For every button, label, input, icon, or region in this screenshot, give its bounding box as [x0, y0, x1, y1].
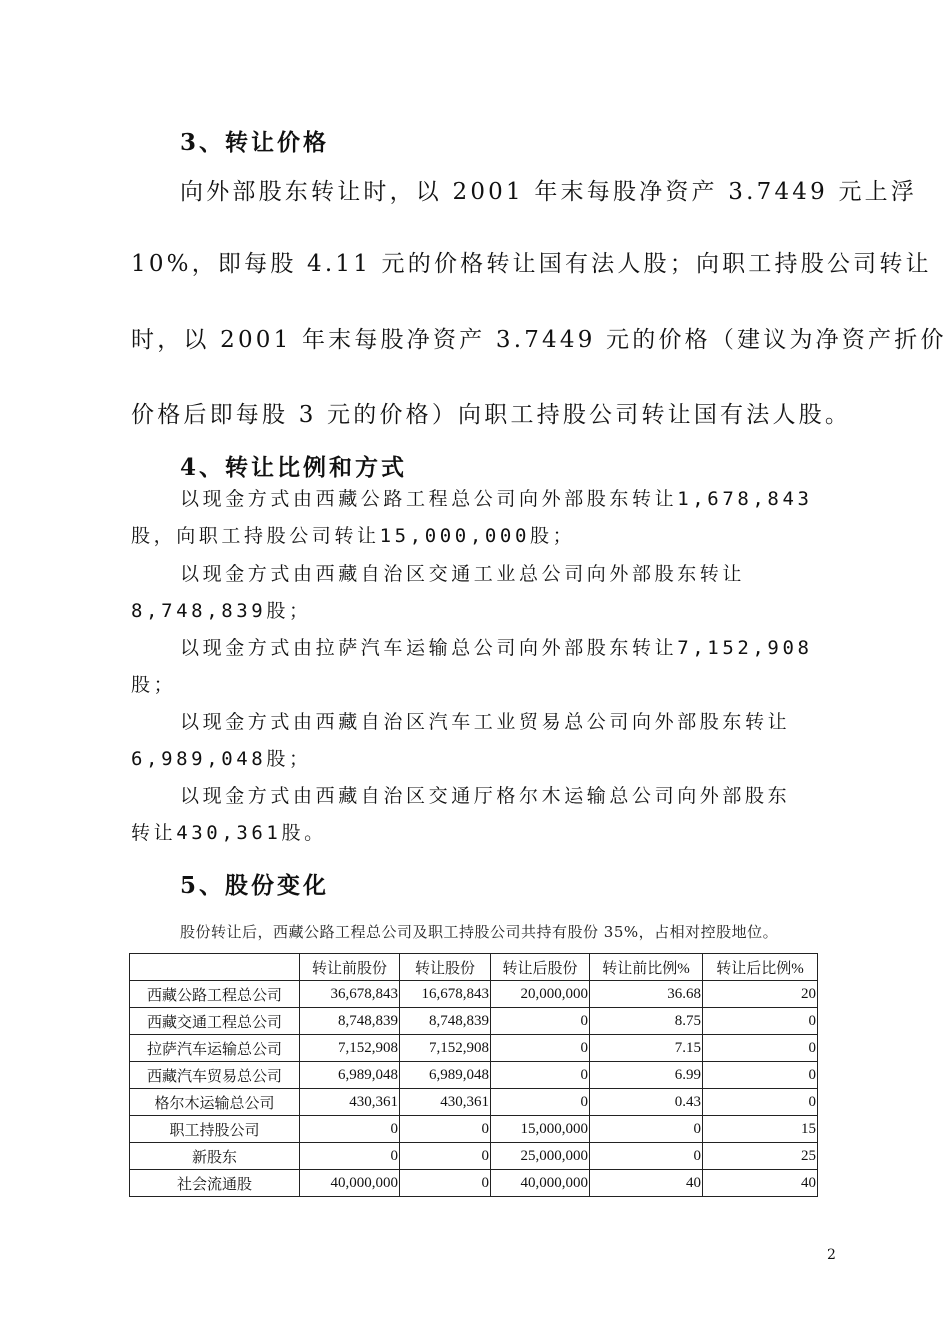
table-cell: 0	[400, 1143, 491, 1170]
table-cell: 6.99	[590, 1062, 703, 1089]
row-label: 社会流通股	[130, 1170, 300, 1197]
section-4-line-6: 股；	[131, 674, 177, 696]
table-cell: 0	[491, 1089, 590, 1116]
table-cell: 0	[703, 1089, 818, 1116]
header-cell: 转让前比例%	[590, 954, 703, 981]
row-label: 职工持股公司	[130, 1116, 300, 1143]
table-cell: 0.43	[590, 1089, 703, 1116]
table-cell: 0	[491, 1062, 590, 1089]
section-4-line-7: 以现金方式由西藏自治区汽车工业贸易总公司向外部股东转让	[180, 711, 791, 733]
row-label: 西藏公路工程总公司	[130, 981, 300, 1008]
section-4-line-5: 以现金方式由拉萨汽车运输总公司向外部股东转让7,152,908	[180, 637, 813, 659]
row-label: 新股东	[130, 1143, 300, 1170]
table-row	[130, 1062, 818, 1089]
table-cell: 15	[703, 1116, 818, 1143]
section-4-line-10: 转让430,361股。	[131, 822, 327, 844]
section-3-line-1: 向外部股东转让时，以 2001 年末每股净资产 3.7449 元上浮	[180, 179, 918, 205]
section-4-line-9: 以现金方式由西藏自治区交通厅格尔木运输总公司向外部股东	[180, 785, 791, 807]
row-label: 拉萨汽车运输总公司	[130, 1035, 300, 1062]
table-cell: 6,989,048	[400, 1062, 491, 1089]
table-cell: 25,000,000	[491, 1143, 590, 1170]
row-label: 西藏交通工程总公司	[130, 1008, 300, 1035]
table-cell: 40	[703, 1170, 818, 1197]
section-3-line-2: 10%，即每股 4.11 元的价格转让国有法人股；向职工持股公司转让	[131, 251, 932, 277]
table-cell: 8,748,839	[300, 1008, 400, 1035]
table-row	[130, 1170, 818, 1197]
section-3-line-3: 时，以 2001 年末每股净资产 3.7449 元的价格（建议为净资产折价	[131, 327, 947, 353]
header-cell: 转让后股份	[491, 954, 590, 981]
table-cell: 0	[703, 1062, 818, 1089]
table-row	[130, 1116, 818, 1143]
table-cell: 0	[300, 1116, 400, 1143]
section-4-line-8: 6,989,048股；	[131, 748, 312, 770]
table-cell: 0	[300, 1143, 400, 1170]
table-cell: 430,361	[300, 1089, 400, 1116]
row-label: 格尔木运输总公司	[130, 1089, 300, 1116]
table-cell: 25	[703, 1143, 818, 1170]
table-caption-note: 股份转让后，西藏公路工程总公司及职工持股公司共持有股份 35%，占相对控股地位。	[180, 923, 779, 941]
table-cell: 0	[590, 1143, 703, 1170]
table-cell: 0	[491, 1008, 590, 1035]
section-5-heading: 5、股份变化	[180, 872, 330, 899]
table-cell: 0	[703, 1008, 818, 1035]
table-cell: 0	[400, 1116, 491, 1143]
section-4-line-2: 股，向职工持股公司转让15,000,000股；	[131, 525, 576, 547]
table-cell: 0	[491, 1035, 590, 1062]
table-row	[130, 1089, 818, 1116]
section-3-line-4: 价格后即每股 3 元的价格）向职工持股公司转让国有法人股。	[131, 402, 852, 428]
section-4-heading: 4、转让比例和方式	[180, 454, 408, 481]
table-cell: 7.15	[590, 1035, 703, 1062]
page-number: 2	[827, 1247, 836, 1263]
header-cell	[130, 954, 300, 981]
table-cell: 0	[703, 1035, 818, 1062]
table-cell: 8.75	[590, 1008, 703, 1035]
table-cell: 0	[400, 1170, 491, 1197]
table-cell: 6,989,048	[300, 1062, 400, 1089]
table-cell: 7,152,908	[400, 1035, 491, 1062]
header-cell: 转让前股份	[300, 954, 400, 981]
table-cell: 15,000,000	[491, 1116, 590, 1143]
table-row	[130, 1143, 818, 1170]
table-cell: 36,678,843	[300, 981, 400, 1008]
table-cell: 8,748,839	[400, 1008, 491, 1035]
row-label: 西藏汽车贸易总公司	[130, 1062, 300, 1089]
header-cell: 转让股份	[400, 954, 491, 981]
table-cell: 16,678,843	[400, 981, 491, 1008]
table-cell: 0	[590, 1116, 703, 1143]
table-cell: 7,152,908	[300, 1035, 400, 1062]
table-row	[130, 981, 818, 1008]
section-4-line-4: 8,748,839股；	[131, 600, 312, 622]
section-3-heading: 3、转让价格	[180, 129, 330, 156]
table-cell: 40,000,000	[300, 1170, 400, 1197]
section-4-line-1: 以现金方式由西藏公路工程总公司向外部股东转让1,678,843	[180, 488, 813, 510]
table-cell: 20	[703, 981, 818, 1008]
table-cell: 36.68	[590, 981, 703, 1008]
table-cell: 20,000,000	[491, 981, 590, 1008]
table-cell: 40,000,000	[491, 1170, 590, 1197]
table-cell: 40	[590, 1170, 703, 1197]
header-cell: 转让后比例%	[703, 954, 818, 981]
section-4-line-3: 以现金方式由西藏自治区交通工业总公司向外部股东转让	[180, 563, 746, 585]
share-change-table	[129, 953, 818, 1197]
table-cell: 430,361	[400, 1089, 491, 1116]
table-row	[130, 1035, 818, 1062]
table-row	[130, 1008, 818, 1035]
table-header-row	[130, 954, 818, 981]
